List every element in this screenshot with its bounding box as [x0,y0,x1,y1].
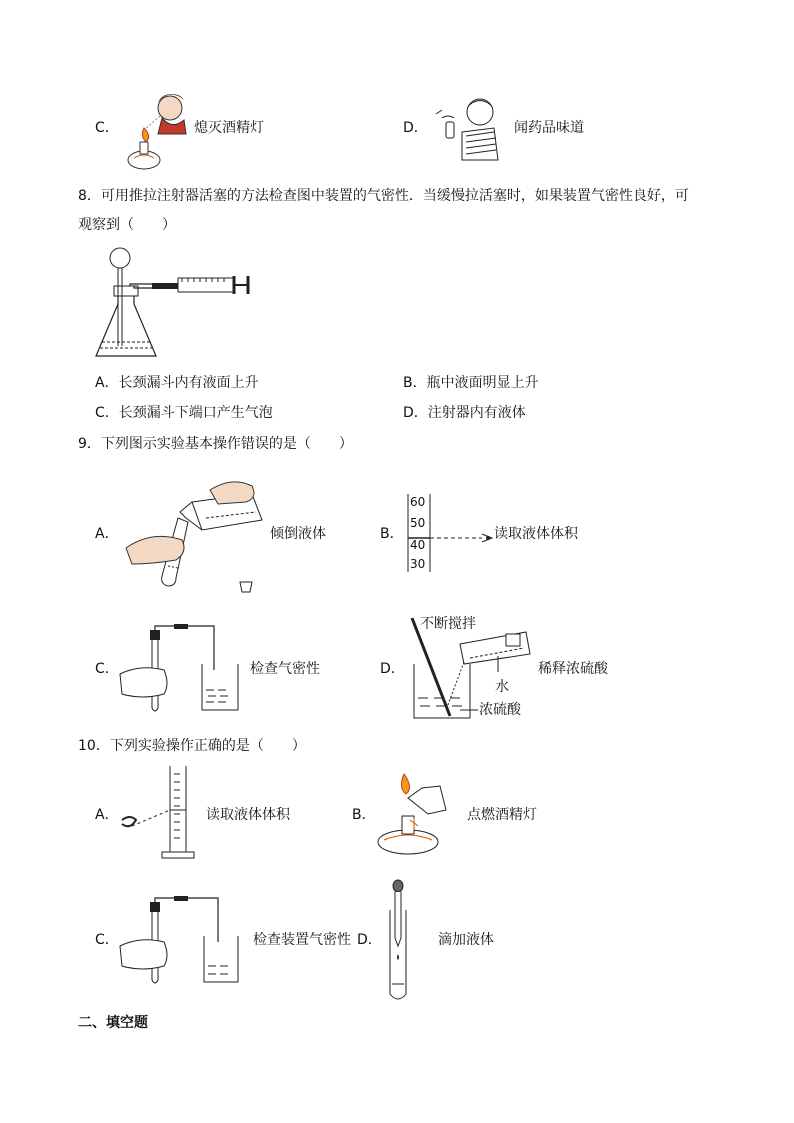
q8-stem-line2: 观察到（ ） [78,217,176,233]
extinguish-lamp-illustration [122,90,192,172]
cylinder-reading-illustration [118,764,198,864]
q9-option-c-letter: C． [95,661,119,677]
pour-liquid-illustration [122,472,270,594]
smell-chemical-illustration [432,92,502,164]
q9-b-scale-60: 60 [410,495,426,509]
q7-option-c-text: 熄灭酒精灯 [194,120,264,136]
q10-option-b-text: 点燃酒精灯 [467,807,537,823]
q9-b-scale-50: 50 [410,516,426,530]
q9-stem: 9．下列图示实验基本操作错误的是（ ） [78,436,353,452]
q8-option-d: D．注射器内有液体 [403,405,526,421]
q9-b-scale-30: 30 [410,557,426,571]
q10-option-c-letter: C． [95,932,119,948]
airtightness-check-illustration [118,624,248,716]
q7-option-d-text: 闻药品味道 [514,120,584,136]
dropper-illustration [386,880,416,1002]
q9-d-label-stir: 不断搅拌 [420,616,476,632]
q9-d-label-water: 水 [495,679,509,695]
q7-option-d-letter: D． [403,120,428,136]
q9-option-c-text: 检查气密性 [250,661,320,677]
q10-option-a-letter: A． [95,807,119,823]
q8-option-c: C．长颈漏斗下端口产生气泡 [95,405,273,421]
q8-stem-line1: 8．可用推拉注射器活塞的方法检查图中装置的气密性．当缓慢拉活塞时，如果装置气密性良好，可 [78,188,689,204]
q7-option-c-letter: C． [95,120,119,136]
q9-option-b-letter: B． [380,526,404,542]
q10-option-a-text: 读取液体体积 [206,807,290,823]
q10-stem: 10．下列实验操作正确的是（ ） [78,738,306,754]
q10-option-b-letter: B． [352,807,376,823]
q9-d-label-acid: 浓硫酸 [479,702,521,718]
section-title: 二、填空题 [78,1015,148,1031]
q9-b-scale-40: 40 [410,538,426,552]
syringe-airtightness-apparatus [92,246,262,364]
q8-option-b: B．瓶中液面明显上升 [403,375,539,391]
q9-option-a-letter: A． [95,526,119,542]
q10-option-d-letter: D． [357,932,382,948]
airtightness-check-illustration-2 [118,896,248,988]
q9-option-d-letter: D． [380,661,405,677]
q10-option-c-text: 检查装置气密性 [253,932,351,948]
q9-option-a-text: 倾倒液体 [270,526,326,542]
q8-option-a: A．长颈漏斗内有液面上升 [95,375,259,391]
light-lamp-illustration [374,770,466,860]
q10-option-d-text: 滴加液体 [438,932,494,948]
q9-option-b-text: 读取液体体积 [494,526,578,542]
q9-option-d-text: 稀释浓硫酸 [538,661,608,677]
